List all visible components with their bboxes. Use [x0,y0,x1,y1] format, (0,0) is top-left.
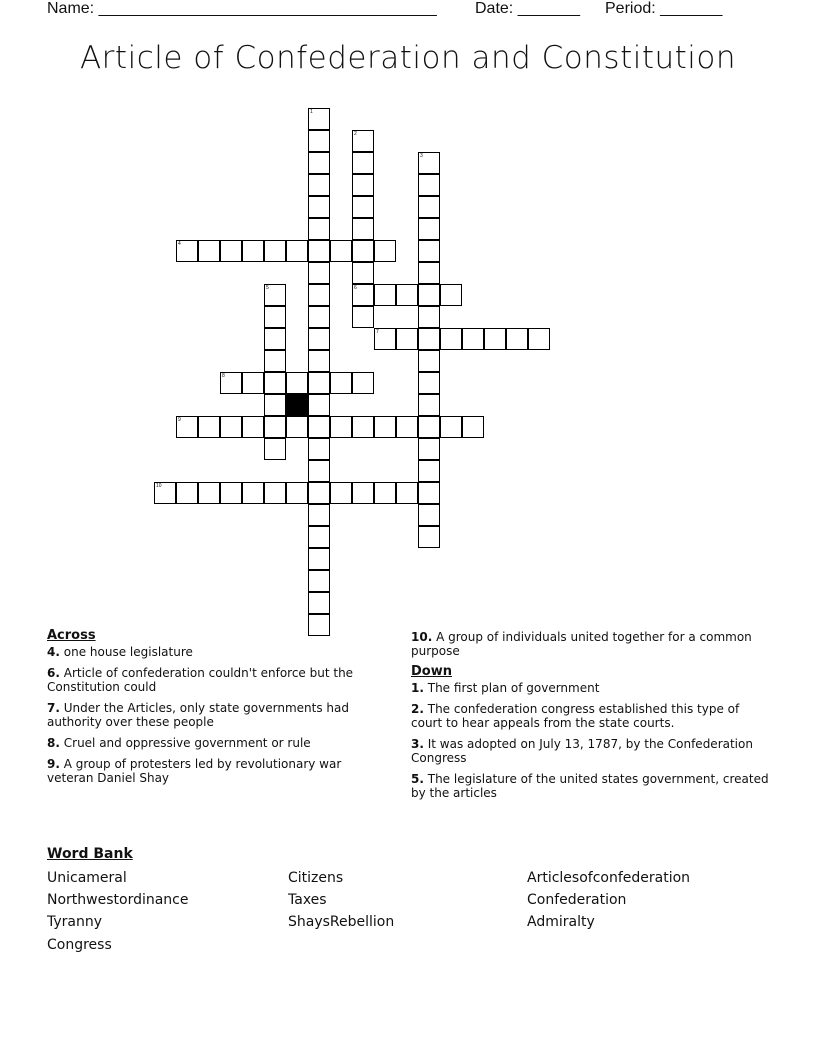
crossword-cell[interactable] [242,372,264,394]
crossword-cell[interactable] [374,284,396,306]
clue-number: 8 [222,373,225,379]
across-clues [47,629,387,792]
crossword-cell[interactable] [418,174,440,196]
word-bank-item: Citizens [288,870,344,886]
crossword-cell[interactable] [308,570,330,592]
crossword-cell[interactable] [418,306,440,328]
crossword-cell[interactable] [308,306,330,328]
crossword-cell[interactable] [352,218,374,240]
crossword-cell[interactable] [264,482,286,504]
crossword-cell[interactable] [264,416,286,438]
crossword-cell[interactable] [374,416,396,438]
crossword-cell[interactable] [418,526,440,548]
crossword-cell[interactable] [352,306,374,328]
crossword-cell[interactable] [176,416,198,438]
crossword-cell[interactable] [176,482,198,504]
crossword-cell[interactable] [330,372,352,394]
clue-across-4: 4. one house legislature [47,645,193,659]
word-bank-heading: Word Bank [47,846,133,862]
crossword-cell[interactable] [418,460,440,482]
crossword-cell[interactable] [308,130,330,152]
crossword-cell[interactable] [462,328,484,350]
crossword-cell[interactable] [308,482,330,504]
crossword-cell[interactable] [308,240,330,262]
crossword-cell[interactable] [242,240,264,262]
word-bank-item: Congress [47,937,112,953]
clue-number: 5 [266,285,269,291]
word-bank-item: Articlesofconfederation [527,870,691,886]
crossword-cell[interactable] [462,416,484,438]
crossword-cell[interactable] [176,240,198,262]
crossword-cell[interactable] [242,416,264,438]
clue-across-7: 7. Under the Articles, only state governments had authority over these people [47,701,349,729]
clue-number: 6 [354,285,357,291]
crossword-cell[interactable] [308,526,330,548]
crossword-cell[interactable] [198,240,220,262]
crossword-cell[interactable] [352,262,374,284]
clue-across-10: 10. A group of individuals united together for a common purpose [411,630,752,658]
crossword-cell[interactable] [264,240,286,262]
crossword-cell[interactable] [308,218,330,240]
crossword-cell[interactable] [220,240,242,262]
crossword-cell[interactable] [418,152,440,174]
crossword-cell[interactable] [418,218,440,240]
crossword-cell[interactable] [308,438,330,460]
crossword-cell[interactable] [418,438,440,460]
crossword-cell[interactable] [286,372,308,394]
crossword-cell[interactable] [528,328,550,350]
crossword-cell[interactable] [330,482,352,504]
crossword-cell[interactable] [418,328,440,350]
crossword-cell[interactable] [352,196,374,218]
word-bank-item: Confederation [527,892,627,908]
page-title: Article of Confederation and Constitution [79,40,737,76]
word-bank-item: Taxes [288,892,327,908]
crossword-cell[interactable] [352,482,374,504]
clue-number: 10 [156,483,162,489]
crossword-cell[interactable] [352,416,374,438]
crossword-black-cell [286,394,308,416]
crossword-cell[interactable] [418,416,440,438]
crossword-cell[interactable] [418,240,440,262]
crossword-cell[interactable] [484,328,506,350]
crossword-cell[interactable] [198,416,220,438]
crossword-cell[interactable] [396,284,418,306]
crossword-cell[interactable] [308,328,330,350]
clue-number: 4 [178,241,181,247]
word-bank-item: Admiralty [527,914,595,930]
crossword-cell[interactable] [264,328,286,350]
crossword-cell[interactable] [440,328,462,350]
crossword-cell[interactable] [330,416,352,438]
clue-across-8: 8. Cruel and oppressive government or rule [47,736,311,750]
down-heading: Down [411,664,452,679]
crossword-cell[interactable] [308,372,330,394]
crossword-cell[interactable] [264,306,286,328]
crossword-cell[interactable] [352,130,374,152]
crossword-cell[interactable] [440,416,462,438]
crossword-cell[interactable] [352,240,374,262]
crossword-cell[interactable] [330,240,352,262]
name-field[interactable]: Name: ______________________________________ [47,0,437,17]
clue-number: 1 [310,109,313,115]
crossword-cell[interactable] [286,240,308,262]
crossword-cell[interactable] [352,174,374,196]
crossword-cell[interactable] [352,152,374,174]
crossword-cell[interactable] [440,284,462,306]
clue-number: 2 [354,131,357,137]
crossword-cell[interactable] [418,262,440,284]
crossword-cell[interactable] [308,592,330,614]
crossword-cell[interactable] [308,460,330,482]
crossword-cell[interactable] [264,394,286,416]
crossword-cell[interactable] [396,482,418,504]
crossword-cell[interactable] [308,504,330,526]
clue-number: 9 [178,417,181,423]
clue-number: 3 [420,153,423,159]
word-bank-item: Unicameral [47,870,127,886]
crossword-cell[interactable] [308,284,330,306]
crossword-cell[interactable] [352,284,374,306]
crossword-cell[interactable] [286,416,308,438]
crossword-cell[interactable] [264,372,286,394]
crossword-cell[interactable] [242,482,264,504]
crossword-cell[interactable] [308,174,330,196]
crossword-cell[interactable] [374,240,396,262]
across-heading: Across [47,628,96,643]
clue-number: 7 [376,329,379,335]
crossword-cell[interactable] [308,394,330,416]
word-bank-item: ShaysRebellion [288,914,395,930]
crossword-cell[interactable] [308,152,330,174]
crossword-cell[interactable] [352,372,374,394]
clue-across-6: 6. Article of confederation couldn't enforce but the Constitution could [47,666,354,694]
crossword-cell[interactable] [418,372,440,394]
crossword-cell[interactable] [418,394,440,416]
crossword-cell[interactable] [418,196,440,218]
crossword-cell[interactable] [264,284,286,306]
word-bank-item: Tyranny [47,914,103,930]
crossword-cell[interactable] [506,328,528,350]
clue-down-2: 2. The confederation congress established this type of court to hear appeals from the state courts. [411,702,740,730]
crossword-cell[interactable] [264,350,286,372]
crossword-cell[interactable] [418,482,440,504]
crossword-cell[interactable] [418,284,440,306]
crossword-cell[interactable] [308,548,330,570]
date-field[interactable]: Date: _______ [475,0,580,17]
crossword-cell[interactable] [308,196,330,218]
period-field[interactable]: Period: _______ [605,0,723,17]
crossword-cell[interactable] [308,350,330,372]
crossword-cell[interactable] [374,482,396,504]
word-bank-item: Northwestordinance [47,892,189,908]
crossword-cell[interactable] [198,482,220,504]
clue-down-1: 1. The first plan of government [411,681,600,695]
crossword-cell[interactable] [154,482,176,504]
crossword-cell[interactable] [220,416,242,438]
clue-down-3: 3. It was adopted on July 13, 1787, by the Confederation Congress [411,737,753,765]
crossword-cell[interactable] [308,416,330,438]
crossword-cell[interactable] [220,482,242,504]
clue-down-5: 5. The legislature of the united states government, created by the articles [411,772,769,800]
crossword-cell[interactable] [264,438,286,460]
crossword-cell[interactable] [374,328,396,350]
crossword-cell[interactable] [418,350,440,372]
crossword-cell[interactable] [308,262,330,284]
clue-across-9: 9. A group of protesters led by revolutionary war veteran Daniel Shay [47,757,342,785]
crossword-cell[interactable] [418,504,440,526]
crossword-cell[interactable] [286,482,308,504]
right-clues [411,630,771,807]
crossword-cell[interactable] [220,372,242,394]
crossword-cell[interactable] [308,108,330,130]
crossword-cell[interactable] [396,416,418,438]
crossword-cell[interactable] [396,328,418,350]
